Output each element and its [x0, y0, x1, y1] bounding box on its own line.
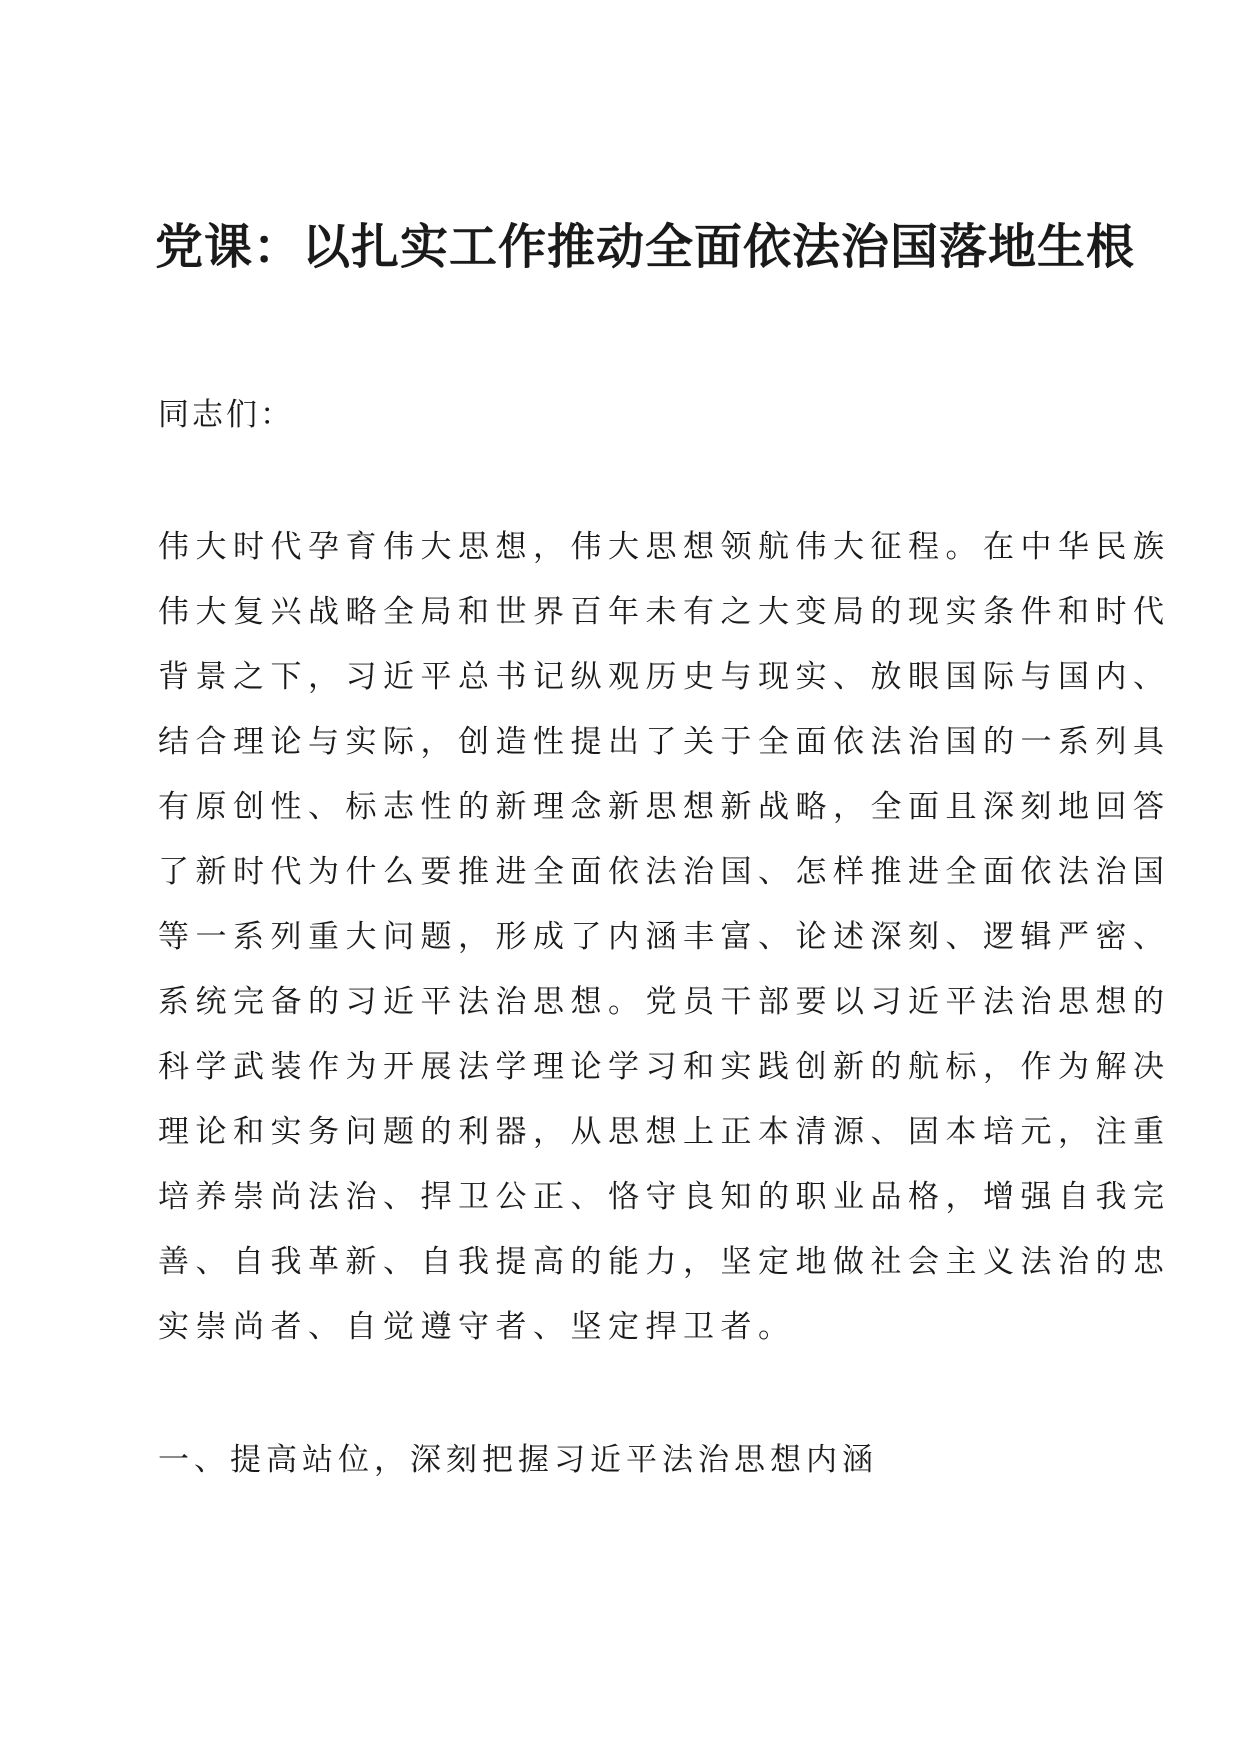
salutation: 同志们：	[158, 397, 294, 433]
paragraph-line: 实崇尚者、自觉遵守者、坚定捍卫者。	[158, 1309, 796, 1345]
paragraph-line: 伟大时代孕育伟大思想，伟大思想领航伟大征程。在中华民族	[158, 529, 1171, 565]
paragraph-line: 培养崇尚法治、捍卫公正、恪守良知的职业品格，增强自我完	[158, 1179, 1171, 1215]
paragraph-line: 了新时代为什么要推进全面依法治国、怎样推进全面依法治国	[158, 854, 1171, 890]
paragraph-line: 背景之下，习近平总书记纵观历史与现实、放眼国际与国内、	[158, 659, 1171, 695]
paragraph-line: 善、自我革新、自我提高的能力，坚定地做社会主义法治的忠	[158, 1244, 1171, 1280]
paragraph-line: 系统完备的习近平法治思想。党员干部要以习近平法治思想的	[158, 984, 1171, 1020]
paragraph-line: 结合理论与实际，创造性提出了关于全面依法治国的一系列具	[158, 724, 1171, 760]
paragraph-line: 等一系列重大问题，形成了内涵丰富、论述深刻、逻辑严密、	[158, 919, 1171, 955]
section-heading: 一、提高站位，深刻把握习近平法治思想内涵	[158, 1442, 878, 1478]
document-title: 党课：以扎实工作推动全面依法治国落地生根	[155, 219, 1136, 275]
paragraph-line: 伟大复兴战略全局和世界百年未有之大变局的现实条件和时代	[158, 594, 1171, 630]
paragraph-line: 理论和实务问题的利器，从思想上正本清源、固本培元，注重	[158, 1114, 1171, 1150]
paragraph-line: 科学武装作为开展法学理论学习和实践创新的航标，作为解决	[158, 1049, 1171, 1085]
paragraph-line: 有原创性、标志性的新理念新思想新战略，全面且深刻地回答	[158, 789, 1171, 825]
intro-paragraph	[158, 515, 1171, 1360]
